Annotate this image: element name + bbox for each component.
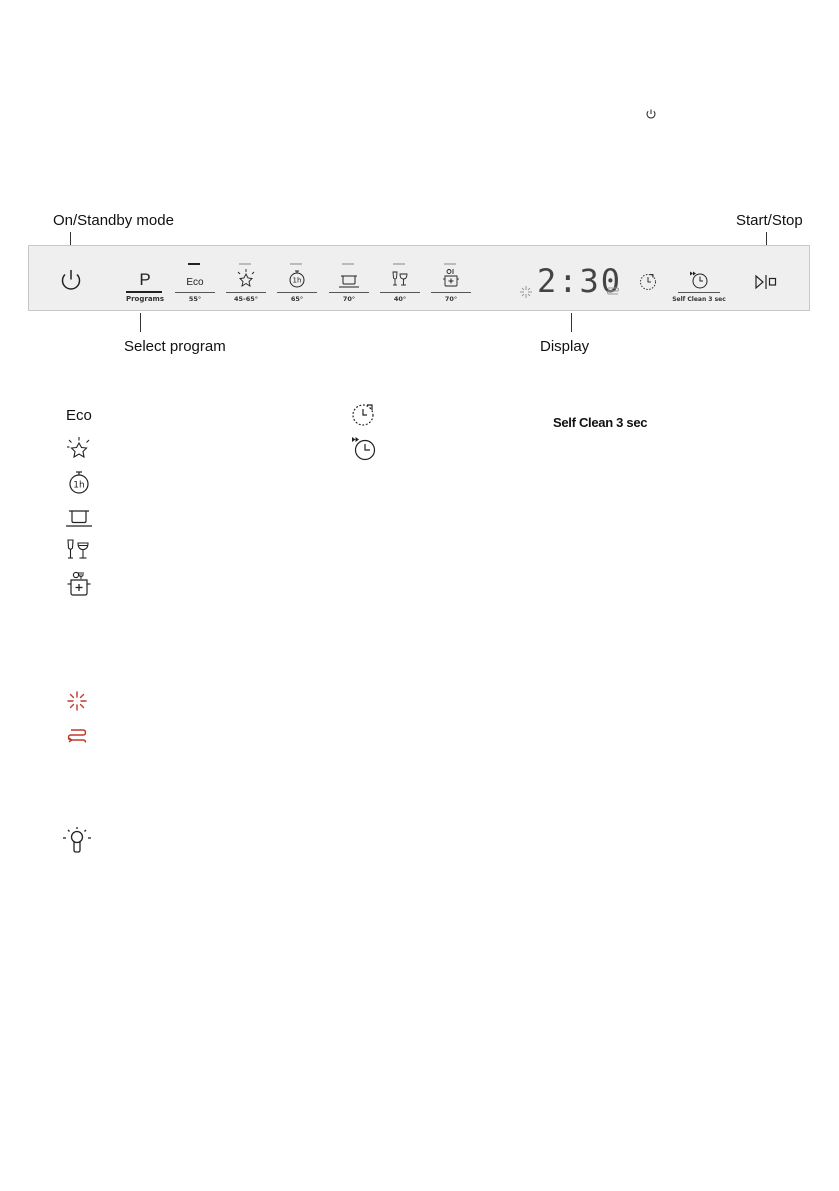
program-heavy-underline [329,292,369,293]
program-quick-1h-button[interactable] [277,246,317,312]
self-clean-underline [678,292,720,293]
svg-text:1h: 1h [292,276,302,285]
intensive-icon [235,268,257,290]
callout-start-stop: Start/Stop [736,212,803,229]
power-button[interactable] [59,268,83,292]
program-hygiene-underline [431,292,471,293]
control-panel [28,245,810,311]
callout-display: Display [540,338,590,355]
program-quick-1h-indicator [290,263,302,265]
program-intensive-button[interactable] [226,246,266,312]
program-heavy-temp: 70° [342,295,356,303]
leader-select-program [140,313,141,332]
program-heavy-indicator [342,263,354,265]
leader-display [571,313,572,332]
program-quick-1h-temp: 65° [290,295,304,303]
power-icon-small [645,108,657,120]
legend-pot-icon [66,504,92,530]
legend-glass-icon [66,538,92,564]
program-eco-button[interactable] [175,246,215,312]
program-glass-indicator [393,263,405,265]
self-clean-button[interactable] [674,246,724,312]
legend-hygiene-icon [66,571,92,597]
program-glass-temp: 40° [393,295,407,303]
salt-icon [607,286,619,296]
callout-on-standby: On/Standby mode [53,212,174,229]
programs-letter: P [139,270,151,289]
program-eco-indicator [188,263,200,265]
program-intensive-indicator [239,263,251,265]
legend-self-clean-text: Self Clean 3 sec [553,415,648,430]
program-hygiene-indicator [444,263,456,265]
program-quick-1h-underline [277,292,317,293]
program-hygiene-button[interactable] [431,246,471,312]
programs-label: Programs [125,295,165,303]
program-eco-temp: 55° [188,295,202,303]
svg-text:1h: 1h [73,480,85,491]
speed-clock-icon [688,270,710,290]
quick-1h-icon [286,268,308,290]
legend-salt-icon [66,726,92,752]
legend-lightbulb-icon [62,826,92,856]
glass-icon [389,268,411,290]
hygiene-icon [440,268,462,290]
program-hygiene-temp: 70° [444,295,458,303]
rinse-aid-icon [520,286,532,298]
program-intensive-underline [226,292,266,293]
self-clean-label: Self Clean 3 sec [672,296,726,303]
program-glass-button[interactable] [380,246,420,312]
callout-select-program: Select program [124,338,226,355]
delay-start-button[interactable] [638,272,658,292]
pot-icon [338,268,360,290]
legend-intensive-icon [66,436,92,462]
program-glass-underline [380,292,420,293]
legend-delay-start-icon [351,402,377,428]
program-intensive-temp: 45-65° [233,295,259,303]
programs-underline [126,291,162,293]
legend-eco-text: Eco [66,407,92,424]
programs-button[interactable] [125,246,165,312]
display-time: 2:30 [537,262,623,300]
start-stop-button[interactable] [755,275,777,289]
legend-speed-icon [351,436,377,462]
program-eco-underline [175,292,215,293]
program-eco-text: Eco [186,277,204,288]
program-heavy-button[interactable] [329,246,369,312]
legend-rinse-aid-icon [66,690,92,716]
legend-quick-1h-icon [66,470,92,496]
